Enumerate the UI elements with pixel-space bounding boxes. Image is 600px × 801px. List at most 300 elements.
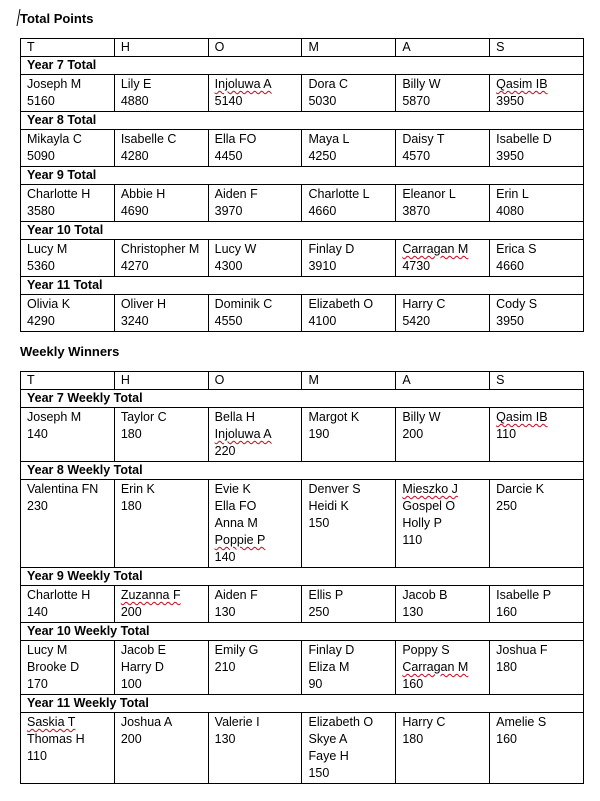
cell-line bbox=[27, 93, 108, 110]
table-cell bbox=[490, 295, 584, 332]
cell-text: Isabelle P bbox=[496, 588, 552, 602]
cell-line bbox=[215, 76, 296, 93]
cell-line bbox=[215, 258, 296, 275]
cell-line bbox=[308, 498, 389, 515]
table-cell bbox=[396, 713, 490, 784]
table-row bbox=[21, 185, 584, 222]
table-cell bbox=[21, 130, 115, 167]
cell-text: Denver S bbox=[308, 482, 361, 496]
cell-text: 4100 bbox=[308, 314, 337, 328]
group-label: Year 10 Total bbox=[21, 222, 584, 240]
cell-line bbox=[27, 258, 108, 275]
cell-line bbox=[496, 258, 577, 275]
group-row bbox=[21, 623, 584, 641]
group-row bbox=[21, 695, 584, 713]
table-cell bbox=[490, 408, 584, 462]
cell-line bbox=[121, 642, 202, 659]
cell-text: 160 bbox=[496, 732, 517, 746]
group-label: Year 7 Weekly Total bbox=[21, 390, 584, 408]
group-row bbox=[21, 462, 584, 480]
cell-text: 130 bbox=[214, 732, 236, 746]
cell-text: Daisy T bbox=[402, 132, 445, 146]
cell-line bbox=[27, 313, 108, 330]
table-cell bbox=[396, 240, 490, 277]
spellcheck-flagged-text: Saskia T bbox=[27, 715, 76, 729]
table-cell bbox=[208, 130, 302, 167]
cell-line bbox=[27, 748, 108, 765]
table-cell bbox=[208, 408, 302, 462]
table-cell bbox=[114, 185, 208, 222]
group-label: Year 10 Weekly Total bbox=[21, 623, 584, 641]
table-row bbox=[21, 586, 584, 623]
table-cell bbox=[208, 75, 302, 112]
cell-line bbox=[121, 714, 202, 731]
cell-line bbox=[402, 515, 483, 532]
cell-line bbox=[308, 481, 389, 498]
cell-text: 3950 bbox=[496, 314, 524, 328]
cell-text: 4550 bbox=[214, 314, 243, 328]
cell-line bbox=[27, 186, 108, 203]
group-row bbox=[21, 167, 584, 185]
cell-line bbox=[402, 313, 483, 330]
cell-line bbox=[402, 426, 483, 443]
cell-text: Margot K bbox=[308, 410, 360, 424]
table-cell bbox=[114, 586, 208, 623]
cell-line bbox=[27, 498, 108, 515]
cell-line bbox=[121, 731, 202, 748]
cell-line bbox=[215, 148, 296, 165]
cell-text: Lucy M bbox=[27, 643, 68, 657]
cell-line bbox=[496, 296, 577, 313]
cell-text: Olivia K bbox=[27, 297, 71, 311]
spellcheck-flagged-text: Mieszko J bbox=[402, 482, 458, 496]
cell-text: Finlay D bbox=[308, 242, 355, 256]
cell-text: Ellis P bbox=[308, 588, 344, 602]
cell-text: 4280 bbox=[120, 149, 149, 163]
table-cell bbox=[302, 240, 396, 277]
cell-text: Valentina FN bbox=[27, 482, 99, 496]
cell-text: Billy W bbox=[402, 410, 441, 424]
cell-text: Amelie S bbox=[496, 715, 547, 729]
group-row bbox=[21, 222, 584, 240]
cell-line bbox=[402, 731, 483, 748]
cell-line bbox=[496, 426, 577, 443]
table-cell bbox=[490, 713, 584, 784]
cell-text: 110 bbox=[27, 749, 47, 763]
cell-line bbox=[402, 642, 483, 659]
column-header: M bbox=[302, 39, 396, 57]
cell-text: Billy W bbox=[402, 77, 441, 91]
cell-line bbox=[308, 765, 389, 782]
cell-text: Harry C bbox=[402, 715, 446, 729]
cell-text: Joseph M bbox=[27, 410, 82, 424]
cell-line bbox=[308, 148, 389, 165]
cell-text: Oliver H bbox=[120, 297, 166, 311]
cell-line bbox=[308, 676, 389, 693]
cell-line bbox=[402, 186, 483, 203]
cell-line bbox=[496, 642, 577, 659]
cell-line bbox=[121, 498, 202, 515]
cell-line bbox=[308, 258, 389, 275]
cell-line bbox=[215, 587, 296, 604]
cell-text: Poppy S bbox=[402, 643, 450, 657]
cell-text: Valerie I bbox=[214, 715, 260, 729]
cell-text: Joseph M bbox=[27, 77, 82, 91]
cell-text: Erin L bbox=[496, 187, 529, 201]
cell-text: Lily E bbox=[120, 77, 152, 91]
cell-text: 180 bbox=[120, 499, 142, 513]
cell-text: 160 bbox=[402, 677, 424, 691]
table-cell bbox=[114, 480, 208, 568]
table-cell bbox=[396, 185, 490, 222]
cell-text: Lucy M bbox=[27, 242, 68, 256]
column-header: S bbox=[490, 372, 584, 390]
cell-text: 4250 bbox=[308, 149, 337, 163]
cell-text: Dominik C bbox=[214, 297, 273, 311]
cell-text: Evie K bbox=[214, 482, 251, 496]
cell-line bbox=[308, 203, 389, 220]
cell-text: 100 bbox=[120, 677, 142, 691]
cell-line bbox=[215, 186, 296, 203]
cell-line bbox=[496, 131, 577, 148]
cell-line bbox=[402, 587, 483, 604]
table-cell bbox=[114, 295, 208, 332]
cell-line bbox=[402, 409, 483, 426]
cell-line bbox=[402, 148, 483, 165]
table-cell bbox=[302, 75, 396, 112]
table-cell bbox=[114, 641, 208, 695]
cell-line bbox=[402, 241, 483, 258]
cell-text: Mikayla C bbox=[27, 132, 82, 146]
cell-line bbox=[215, 481, 296, 498]
cell-text: 140 bbox=[27, 605, 48, 619]
table-cell bbox=[396, 75, 490, 112]
cell-text: 3910 bbox=[308, 259, 337, 273]
column-header: H bbox=[114, 372, 208, 390]
table-row bbox=[21, 641, 584, 695]
table-cell bbox=[396, 480, 490, 568]
cell-text: Emily G bbox=[214, 643, 259, 657]
cell-line bbox=[215, 313, 296, 330]
group-row bbox=[21, 568, 584, 586]
cell-text: 200 bbox=[120, 732, 142, 746]
cell-line bbox=[308, 186, 389, 203]
table-cell bbox=[208, 185, 302, 222]
cell-line bbox=[215, 659, 296, 676]
cell-text: 180 bbox=[120, 427, 142, 441]
cell-line bbox=[402, 714, 483, 731]
table-row bbox=[21, 240, 584, 277]
cell-line bbox=[308, 313, 389, 330]
cell-line bbox=[121, 659, 202, 676]
cell-text: Lucy W bbox=[214, 242, 257, 256]
table-row bbox=[21, 130, 584, 167]
group-row bbox=[21, 277, 584, 295]
cell-line bbox=[215, 549, 296, 566]
cell-line bbox=[27, 587, 108, 604]
group-row bbox=[21, 57, 584, 75]
cell-text: Isabelle D bbox=[496, 132, 552, 146]
table-cell bbox=[21, 75, 115, 112]
cell-line bbox=[215, 296, 296, 313]
group-label: Year 9 Total bbox=[21, 167, 584, 185]
cell-text: Harry C bbox=[402, 297, 446, 311]
cell-text: 90 bbox=[308, 677, 323, 691]
group-row bbox=[21, 112, 584, 130]
table-cell bbox=[21, 295, 115, 332]
cell-line bbox=[121, 131, 202, 148]
cell-line bbox=[308, 409, 389, 426]
column-header: H bbox=[114, 39, 208, 57]
cell-line bbox=[215, 498, 296, 515]
cell-text: 4300 bbox=[214, 259, 243, 273]
table-cell bbox=[114, 75, 208, 112]
cell-text: 130 bbox=[214, 605, 236, 619]
table-row bbox=[21, 480, 584, 568]
cell-line bbox=[121, 93, 202, 110]
cell-line bbox=[27, 604, 108, 621]
cell-text: Bella H bbox=[214, 410, 255, 424]
cell-text: Aiden F bbox=[214, 187, 258, 201]
cell-line bbox=[27, 148, 108, 165]
cell-line bbox=[27, 203, 108, 220]
cell-line bbox=[27, 714, 108, 731]
table-cell bbox=[396, 130, 490, 167]
cell-line bbox=[215, 714, 296, 731]
spellcheck-flagged-text: Poppie P bbox=[214, 533, 266, 547]
total-points-title: Total Points bbox=[20, 11, 94, 26]
total-points-table bbox=[20, 38, 584, 332]
cell-text: Charlotte H bbox=[27, 588, 91, 602]
cell-line bbox=[496, 93, 577, 110]
spellcheck-flagged-text: Zuzanna F bbox=[120, 588, 181, 602]
cell-line bbox=[27, 296, 108, 313]
table-row bbox=[21, 408, 584, 462]
cell-text: 220 bbox=[214, 444, 236, 458]
cell-line bbox=[121, 296, 202, 313]
cell-line bbox=[308, 714, 389, 731]
cell-text: Charlotte H bbox=[27, 187, 91, 201]
table-cell bbox=[396, 586, 490, 623]
table-cell bbox=[490, 586, 584, 623]
cell-text: 5030 bbox=[308, 94, 337, 108]
cell-text: Jacob B bbox=[402, 588, 448, 602]
cell-line bbox=[215, 443, 296, 460]
table-cell bbox=[302, 408, 396, 462]
cell-text: 170 bbox=[27, 677, 48, 691]
group-row bbox=[21, 390, 584, 408]
table-cell bbox=[302, 295, 396, 332]
cell-text: Isabelle C bbox=[120, 132, 177, 146]
cell-line bbox=[496, 498, 577, 515]
cell-text: Finlay D bbox=[308, 643, 355, 657]
table-row bbox=[21, 713, 584, 784]
cell-line bbox=[308, 76, 389, 93]
cell-line bbox=[308, 659, 389, 676]
cell-line bbox=[402, 131, 483, 148]
cell-line bbox=[496, 659, 577, 676]
cell-line bbox=[215, 604, 296, 621]
cell-text: Heidi K bbox=[308, 499, 349, 513]
cell-text: Faye H bbox=[308, 749, 349, 763]
cell-text: 4730 bbox=[402, 259, 431, 273]
cell-line bbox=[27, 642, 108, 659]
cell-line bbox=[496, 76, 577, 93]
cell-line bbox=[121, 481, 202, 498]
cell-line bbox=[308, 604, 389, 621]
table-cell bbox=[490, 641, 584, 695]
cell-text: 5360 bbox=[27, 259, 55, 273]
cell-line bbox=[496, 604, 577, 621]
spellcheck-flagged-text: Qasim IB bbox=[496, 410, 548, 424]
table-cell bbox=[208, 713, 302, 784]
cell-line bbox=[308, 731, 389, 748]
cell-line bbox=[215, 731, 296, 748]
cell-line bbox=[121, 409, 202, 426]
table-cell bbox=[490, 480, 584, 568]
weekly-winners-title: Weekly Winners bbox=[20, 344, 120, 359]
table-cell bbox=[302, 586, 396, 623]
table-cell bbox=[302, 480, 396, 568]
cell-text: 110 bbox=[402, 533, 423, 547]
cell-text: Anna M bbox=[214, 516, 258, 530]
cell-text: Elizabeth O bbox=[308, 297, 374, 311]
cell-text: 140 bbox=[214, 550, 236, 564]
cell-text: Skye A bbox=[308, 732, 348, 746]
cell-text: 4450 bbox=[214, 149, 243, 163]
cell-line bbox=[308, 296, 389, 313]
group-label: Year 7 Total bbox=[21, 57, 584, 75]
table-cell bbox=[21, 240, 115, 277]
weekly-winners-table bbox=[20, 371, 584, 784]
cell-line bbox=[121, 587, 202, 604]
cell-text: 5870 bbox=[402, 94, 431, 108]
group-label: Year 8 Total bbox=[21, 112, 584, 130]
cell-text: 3970 bbox=[214, 204, 243, 218]
cell-text: 4270 bbox=[120, 259, 149, 273]
cell-line bbox=[308, 642, 389, 659]
spellcheck-flagged-text: Carragan M bbox=[402, 242, 469, 256]
cell-line bbox=[27, 481, 108, 498]
cell-line bbox=[27, 241, 108, 258]
cell-line bbox=[27, 659, 108, 676]
cell-line bbox=[121, 76, 202, 93]
cell-line bbox=[215, 203, 296, 220]
table-cell bbox=[114, 408, 208, 462]
group-label: Year 8 Weekly Total bbox=[21, 462, 584, 480]
cell-text: 5140 bbox=[214, 94, 243, 108]
cell-line bbox=[121, 148, 202, 165]
cell-line bbox=[402, 93, 483, 110]
cell-line bbox=[496, 409, 577, 426]
table-cell bbox=[21, 185, 115, 222]
cell-line bbox=[215, 131, 296, 148]
table-cell bbox=[208, 641, 302, 695]
cell-line bbox=[121, 203, 202, 220]
cell-text: 5160 bbox=[27, 94, 55, 108]
table-cell bbox=[114, 713, 208, 784]
group-label: Year 11 Weekly Total bbox=[21, 695, 584, 713]
table-cell bbox=[490, 75, 584, 112]
cell-line bbox=[215, 642, 296, 659]
cell-text: Thomas H bbox=[27, 732, 85, 746]
cell-text: 3580 bbox=[27, 204, 55, 218]
cell-text: Gospel O bbox=[402, 499, 456, 513]
cell-line bbox=[215, 515, 296, 532]
cell-text: Brooke D bbox=[27, 660, 80, 674]
cell-line bbox=[402, 532, 483, 549]
cell-text: 3950 bbox=[496, 149, 524, 163]
table-cell bbox=[396, 408, 490, 462]
cell-text: Erica S bbox=[496, 242, 537, 256]
column-header-row bbox=[21, 372, 584, 390]
cell-line bbox=[121, 241, 202, 258]
cell-text: 250 bbox=[308, 605, 330, 619]
cell-line bbox=[27, 76, 108, 93]
cell-line bbox=[308, 131, 389, 148]
cell-line bbox=[402, 203, 483, 220]
cell-text: 210 bbox=[214, 660, 236, 674]
column-header: M bbox=[302, 372, 396, 390]
column-header: T bbox=[21, 372, 115, 390]
column-header-row bbox=[21, 39, 584, 57]
cell-line bbox=[308, 748, 389, 765]
cell-text: 3950 bbox=[496, 94, 524, 108]
cell-line bbox=[308, 93, 389, 110]
cell-line bbox=[121, 604, 202, 621]
group-label: Year 11 Total bbox=[21, 277, 584, 295]
cell-line bbox=[308, 426, 389, 443]
cell-text: Elizabeth O bbox=[308, 715, 374, 729]
cell-line bbox=[402, 604, 483, 621]
table-cell bbox=[114, 130, 208, 167]
cell-text: Holly P bbox=[402, 516, 442, 530]
cell-text: 4290 bbox=[27, 314, 55, 328]
cell-text: 110 bbox=[496, 427, 517, 441]
cell-text: 3870 bbox=[402, 204, 431, 218]
table-cell bbox=[208, 240, 302, 277]
cell-text: Maya L bbox=[308, 132, 350, 146]
table-cell bbox=[302, 185, 396, 222]
cell-text: 150 bbox=[308, 766, 330, 780]
spellcheck-flagged-text: Injoluwa A bbox=[214, 427, 272, 441]
column-header: O bbox=[208, 39, 302, 57]
cell-line bbox=[496, 203, 577, 220]
cell-text: 150 bbox=[308, 516, 330, 530]
cell-text: 4690 bbox=[120, 204, 149, 218]
cell-text: 160 bbox=[496, 605, 517, 619]
cell-line bbox=[27, 131, 108, 148]
cell-text: 4570 bbox=[402, 149, 431, 163]
cell-line bbox=[496, 241, 577, 258]
cell-line bbox=[215, 93, 296, 110]
table-row bbox=[21, 295, 584, 332]
cell-line bbox=[308, 515, 389, 532]
spellcheck-flagged-text: Carragan M bbox=[402, 660, 469, 674]
cell-line bbox=[496, 714, 577, 731]
cell-text: Charlotte L bbox=[308, 187, 370, 201]
cell-line bbox=[121, 186, 202, 203]
cell-line bbox=[402, 481, 483, 498]
cell-line bbox=[121, 426, 202, 443]
cell-line bbox=[27, 426, 108, 443]
cell-text: Cody S bbox=[496, 297, 538, 311]
cell-line bbox=[402, 659, 483, 676]
spellcheck-flagged-text: Injoluwa A bbox=[214, 77, 272, 91]
cell-line bbox=[402, 258, 483, 275]
table-cell bbox=[21, 713, 115, 784]
cell-text: 4660 bbox=[496, 259, 524, 273]
